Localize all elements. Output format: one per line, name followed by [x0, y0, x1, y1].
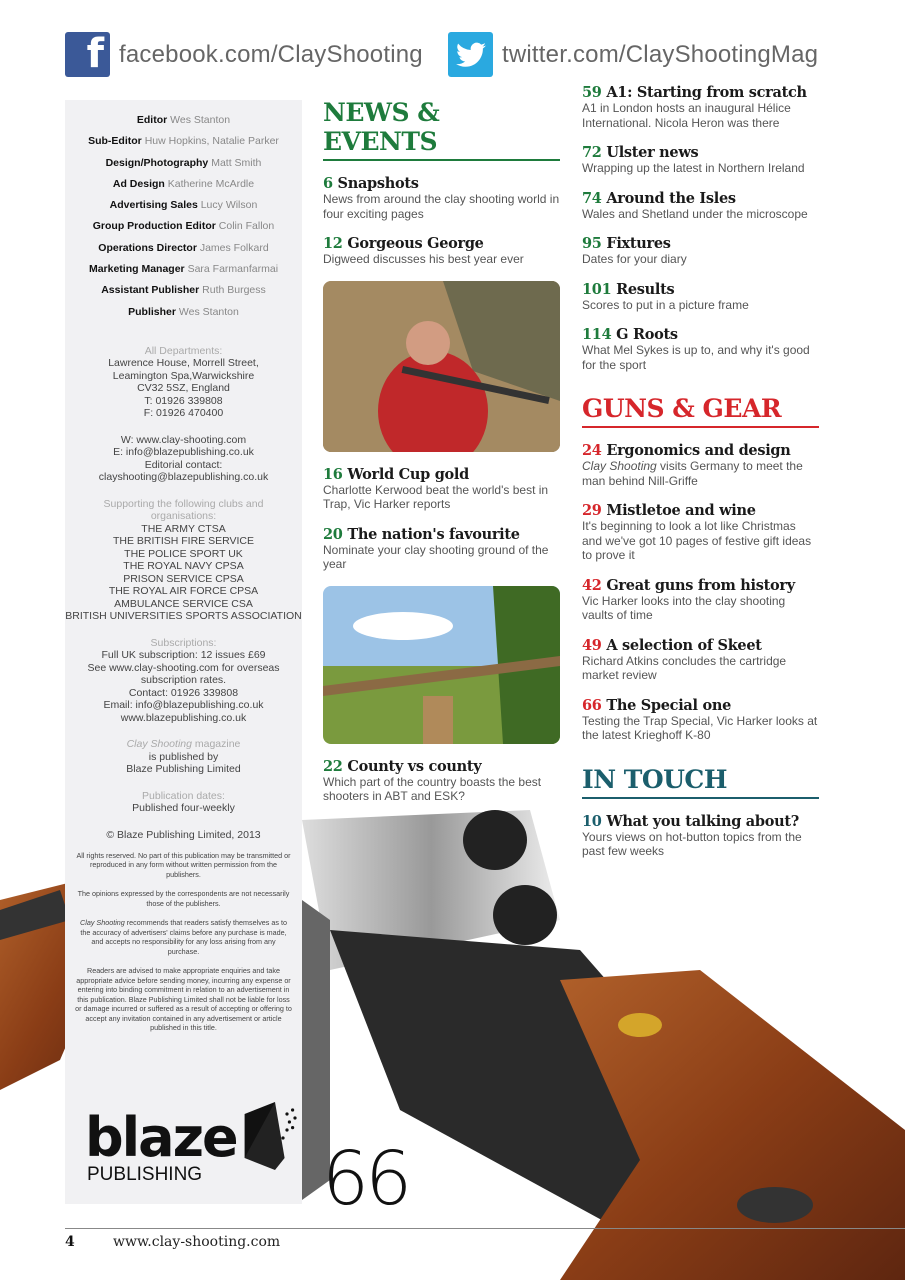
footer-url[interactable]: www.clay-shooting.com [113, 1234, 281, 1250]
subscription-line: See www.clay-shooting.com for overseas subscription rates. [87, 661, 280, 687]
section-guns-gear: GUNS & GEAR [582, 394, 819, 428]
item-page-number: 16 [323, 465, 343, 483]
publisher-block [65, 738, 302, 776]
item-description [323, 775, 560, 804]
footer [65, 1228, 905, 1250]
contents-item[interactable] [582, 190, 819, 222]
credit-role: Design/Photography [105, 156, 209, 169]
masthead-panel [65, 100, 302, 1204]
item-title: G Roots [616, 326, 678, 343]
item-heading [582, 84, 819, 101]
legal-opinions: The opinions expressed by the correspondents are not necessarily those of the publishers. [77, 889, 290, 908]
item-description-text: Testing the Trap Special, Vic Harker looks at the latest Krieghoff K-80 [582, 713, 818, 742]
section-news-events: NEWS & EVENTS [323, 98, 560, 161]
contents-item[interactable] [582, 326, 819, 372]
item-heading [582, 697, 819, 714]
credit-line [65, 238, 302, 259]
twitter-link[interactable] [448, 32, 818, 77]
right-column [582, 84, 819, 859]
credit-role: Publisher [128, 305, 176, 318]
contents-item[interactable] [582, 637, 819, 683]
credit-line [65, 259, 302, 280]
credit-name: Lucy Wilson [200, 199, 258, 212]
item-description-text: visits Germany to meet the man behind Nill-Griffe [582, 459, 803, 488]
legal-advice: Readers are advised to make appropriate enquiries and take appropriate advice before sending money, incurring any expense or entering into binding commitment in relation to an advertisement in this publication. Blaze Publishing Limited shall not be liable for loss or damage incurred or suffered as a result of accepting or offering to accept any invitation contained in any advertisement or article published in this title. [75, 966, 292, 1033]
credit-role: Marketing Manager [88, 263, 185, 276]
item-heading [582, 442, 819, 459]
club-name: AMBULANCE SERVICE CSA [114, 597, 253, 610]
photo-shooter [323, 281, 560, 452]
facebook-url: facebook.com/ClayShooting [119, 40, 423, 68]
item-page-number: 10 [582, 812, 602, 830]
contents-item[interactable] [582, 577, 819, 623]
legal-rights: All rights reserved. No part of this publication may be transmitted or reproduced in any form without written permission from the publishers. [76, 850, 291, 879]
item-description-text: Wrapping up the latest in Northern Ireland [582, 161, 805, 175]
item-page-number: 20 [323, 525, 343, 543]
contact-block [65, 434, 302, 484]
publisher-name: Blaze Publishing Limited [126, 763, 241, 776]
blaze-logo [85, 1098, 301, 1188]
item-title: Ulster news [606, 144, 699, 161]
contents-item[interactable] [582, 84, 819, 130]
departments-label: All Departments: [144, 344, 223, 357]
item-title: Snapshots [337, 175, 419, 192]
credit-line [65, 110, 302, 131]
item-title: Great guns from history [606, 576, 795, 594]
credit-role: Operations Director [98, 241, 197, 254]
club-name: BRITISH UNIVERSITIES SPORTS ASSOCIATION [65, 610, 302, 623]
logo-book-icon [243, 1102, 299, 1170]
credit-name: Ruth Burgess [202, 284, 266, 297]
page-number: 4 [65, 1234, 75, 1250]
contact-line: E: info@blazepublishing.co.uk [113, 446, 254, 459]
item-description-text: News from around the clay shooting world in four exciting pages [323, 192, 560, 221]
item-heading [582, 577, 819, 594]
item-description-text: Which part of the country boasts the best shooters in ABT and ESK? [323, 774, 542, 803]
club-name: THE BRITISH FIRE SERVICE [113, 535, 254, 548]
item-description [582, 343, 819, 372]
item-page-number: 95 [582, 235, 602, 252]
credit-role: Group Production Editor [92, 220, 216, 233]
address-line: F: 01926 470400 [143, 407, 224, 420]
club-name: THE ROYAL AIR FORCE CPSA [108, 585, 259, 598]
credit-line [65, 302, 302, 323]
item-description-text: Dates for your diary [582, 252, 687, 266]
address-line: Leamington Spa,Warwickshire [112, 369, 255, 382]
item-title: County vs county [347, 757, 482, 775]
item-heading [323, 758, 560, 775]
item-description-text: Richard Atkins concludes the cartridge market review [582, 653, 787, 682]
item-page-number: 29 [582, 502, 602, 519]
item-title: Around the Isles [606, 189, 736, 207]
contents-item[interactable] [323, 466, 560, 512]
subscriptions-block [65, 637, 302, 725]
contents-item[interactable] [323, 758, 560, 804]
magazine-suffix: magazine [191, 738, 241, 751]
club-name: THE POLICE SPORT UK [124, 547, 243, 560]
dates-value: Published four-weekly [132, 802, 235, 815]
copyright: © Blaze Publishing Limited, 2013 [106, 828, 261, 841]
item-title: What you talking about? [606, 812, 799, 830]
credit-role: Assistant Publisher [101, 284, 200, 297]
contents-item[interactable] [323, 235, 560, 267]
credit-name: Matt Smith [211, 156, 262, 169]
item-title: Fixtures [606, 235, 671, 252]
credit-role: Ad Design [112, 177, 165, 190]
credit-line [65, 153, 302, 174]
item-description [323, 543, 560, 572]
address-block [65, 345, 302, 420]
contents-item[interactable] [323, 175, 560, 221]
subscriptions-label: Subscriptions: [150, 636, 217, 649]
item-description [323, 483, 560, 512]
subscription-line: Email: info@blazepublishing.co.uk [103, 699, 264, 712]
club-name: PRISON SERVICE CPSA [123, 572, 244, 585]
item-description-text: Charlotte Kerwood beat the world's best in Trap, Vic Harker reports [323, 482, 549, 511]
item-description-text: Vic Harker looks into the clay shooting vaults of time [582, 593, 786, 622]
item-page-number: 49 [582, 636, 602, 654]
credit-line [65, 131, 302, 152]
subscription-line: Contact: 01926 339808 [128, 686, 239, 699]
credit-name: Colin Fallon [218, 220, 275, 233]
item-page-number: 42 [582, 576, 602, 594]
item-page-number: 12 [323, 235, 343, 252]
contents-item[interactable] [323, 526, 560, 572]
clubs-block [65, 498, 302, 623]
item-heading [323, 526, 560, 543]
subscription-line: Full UK subscription: 12 issues £69 [101, 649, 266, 662]
item-description [582, 519, 819, 563]
item-page-number: 24 [582, 442, 602, 459]
magazine-title: Clay Shooting [126, 738, 192, 751]
credit-name: Wes Stanton [178, 305, 239, 318]
item-heading [582, 637, 819, 654]
credit-role: Sub-Editor [88, 135, 142, 148]
item-description [582, 298, 819, 313]
item-title: The nation's favourite [347, 525, 520, 543]
item-description [582, 714, 819, 743]
item-page-number: 101 [582, 280, 612, 298]
item-heading [323, 235, 560, 252]
legal-advertisers [75, 918, 292, 956]
item-title: World Cup gold [347, 465, 469, 483]
dates-block [65, 790, 302, 815]
credit-line [65, 280, 302, 301]
credit-line [65, 174, 302, 195]
item-description-text: Wales and Shetland under the microscope [582, 206, 808, 221]
item-description [582, 252, 819, 267]
published-by: is published by [148, 750, 219, 763]
item-description-em: Clay Shooting [582, 459, 657, 473]
credit-name: Katherine McArdle [167, 177, 255, 190]
item-description [323, 252, 560, 267]
item-title: Results [616, 280, 675, 298]
credit-name: Huw Hopkins, Natalie Parker [144, 135, 279, 148]
item-description-text: Scores to put in a picture frame [582, 297, 749, 312]
contact-line: Editorial contact: [144, 458, 223, 471]
credit-line [65, 216, 302, 237]
news-column [323, 98, 560, 804]
item-page-number: 66 [582, 696, 602, 714]
credit-name: James Folkard [199, 241, 269, 254]
credit-role: Editor [136, 114, 168, 126]
item-heading [582, 502, 819, 519]
item-description [582, 459, 819, 488]
gun-page-number: 66 [322, 1136, 409, 1222]
item-heading [582, 813, 819, 830]
item-description-text: Yours views on hot-button topics from the past few weeks [582, 829, 802, 858]
subscription-line: www.blazepublishing.co.uk [120, 711, 247, 724]
item-description [323, 192, 560, 221]
item-heading [582, 235, 819, 252]
address-line: Lawrence House, Morrell Street, [108, 357, 259, 370]
item-heading [323, 466, 560, 483]
twitter-icon [448, 32, 493, 77]
item-heading [582, 190, 819, 207]
item-description [582, 594, 819, 623]
photo-shooting-ground [323, 586, 560, 744]
item-title: A selection of Skeet [606, 636, 762, 654]
item-description-text: What Mel Sykes is up to, and why it's good for the sport [582, 343, 810, 372]
item-page-number: 114 [582, 326, 612, 343]
address-line: T: 01926 339808 [144, 394, 223, 407]
item-title: Gorgeous George [347, 235, 484, 252]
item-description-text: It's beginning to look a lot like Christmas and we've got 10 pages of festive gift ideas to prove it [582, 519, 812, 562]
item-title: Mistletoe and wine [606, 502, 756, 519]
item-page-number: 74 [582, 189, 602, 207]
item-description-text: A1 in London hosts an inaugural Hélice International. Nicola Heron was there [582, 101, 791, 130]
club-name: THE ARMY CTSA [141, 522, 226, 535]
legal-magazine-title: Clay Shooting [80, 918, 125, 928]
section-in-touch: IN TOUCH [582, 765, 819, 799]
item-description [582, 101, 819, 130]
credit-name: Sara Farmanfarmai [187, 263, 279, 276]
credits-list [65, 110, 302, 323]
logo-word: blaze [85, 1106, 237, 1169]
item-description [582, 161, 819, 176]
item-heading [582, 281, 819, 298]
facebook-link[interactable] [65, 32, 423, 77]
item-heading [323, 175, 560, 192]
contents-item[interactable] [582, 442, 819, 488]
credit-role: Advertising Sales [109, 199, 198, 212]
item-page-number: 59 [582, 84, 602, 101]
item-page-number: 22 [323, 757, 343, 775]
contents-item[interactable] [582, 502, 819, 563]
legal-advertisers-text: recommends that readers satisfy themselves as to the accuracy of advertisers' claims before any purchase is made, and accepts no responsibility for any loss arising from any purchase. [80, 918, 287, 956]
item-page-number: 72 [582, 144, 602, 161]
clubs-label: Supporting the following clubs and organisations: [103, 497, 264, 523]
item-description [582, 654, 819, 683]
logo-subtitle: PUBLISHING [87, 1164, 203, 1185]
item-title: Ergonomics and design [606, 442, 791, 459]
contents-item[interactable] [582, 697, 819, 743]
item-description-text: Nominate your clay shooting ground of the year [323, 542, 549, 571]
twitter-url: twitter.com/ClayShootingMag [502, 40, 819, 68]
contents-item[interactable] [582, 281, 819, 313]
contents-item[interactable] [582, 144, 819, 176]
item-description [582, 830, 819, 859]
dates-label: Publication dates: [142, 789, 225, 802]
contents-item[interactable] [582, 235, 819, 267]
contact-line: clayshooting@blazepublishing.co.uk [98, 471, 269, 484]
credit-line [65, 195, 302, 216]
contents-item[interactable] [582, 813, 819, 859]
item-title: The Special one [606, 696, 732, 714]
item-description-text: Digweed discusses his best year ever [323, 252, 524, 266]
address-line: CV32 5SZ, England [137, 382, 230, 395]
credit-name: Wes Stanton [170, 114, 231, 126]
item-description [582, 207, 819, 222]
club-name: THE ROYAL NAVY CPSA [123, 560, 244, 573]
facebook-icon: f [65, 32, 110, 77]
item-title: A1: Starting from scratch [606, 84, 807, 101]
item-heading [582, 144, 819, 161]
item-heading [582, 326, 819, 343]
contact-line: W: www.clay-shooting.com [120, 433, 247, 446]
item-page-number: 6 [323, 175, 333, 192]
